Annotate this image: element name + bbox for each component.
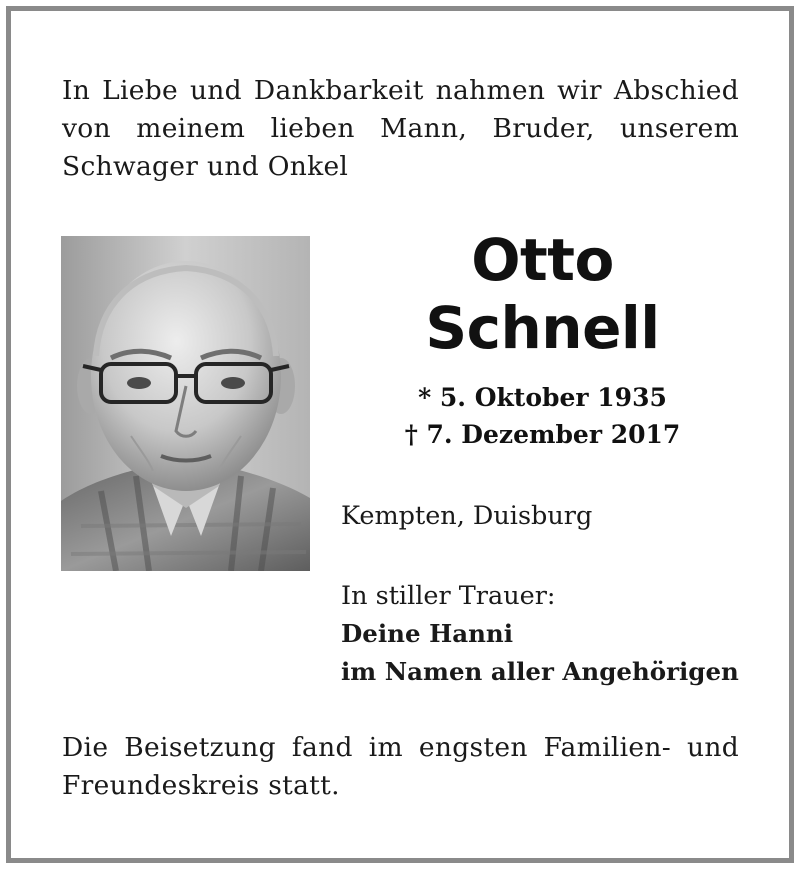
closing-line-2: Freundeskreis statt.	[62, 770, 340, 801]
mourning-intro: In stiller Trauer:	[341, 581, 556, 611]
portrait-photo	[61, 236, 310, 571]
last-name: Schnell	[425, 294, 660, 362]
place-text: Kempten, Duisburg	[341, 501, 593, 531]
mourner-name: Deine Hanni	[341, 619, 514, 648]
mourners-block	[341, 577, 739, 691]
intro-line-3: Schwager und Onkel	[62, 151, 349, 182]
intro-line-1: In Liebe und Dankbarkeit nahmen wir Abschied	[62, 75, 739, 106]
deceased-name	[330, 226, 755, 362]
mourner-family: im Namen aller Angehörigen	[341, 657, 739, 686]
closing-line-1: Die Beisetzung fand im engsten Familien- und	[62, 732, 739, 763]
death-date: † 7. Dezember 2017	[404, 420, 681, 449]
first-name: Otto	[471, 226, 614, 294]
intro-text	[62, 72, 739, 186]
intro-line-2: von meinem lieben Mann, Bruder, unserem	[62, 113, 739, 144]
birth-date: * 5. Oktober 1935	[418, 383, 667, 412]
closing-text	[62, 729, 739, 805]
life-dates	[330, 379, 755, 453]
